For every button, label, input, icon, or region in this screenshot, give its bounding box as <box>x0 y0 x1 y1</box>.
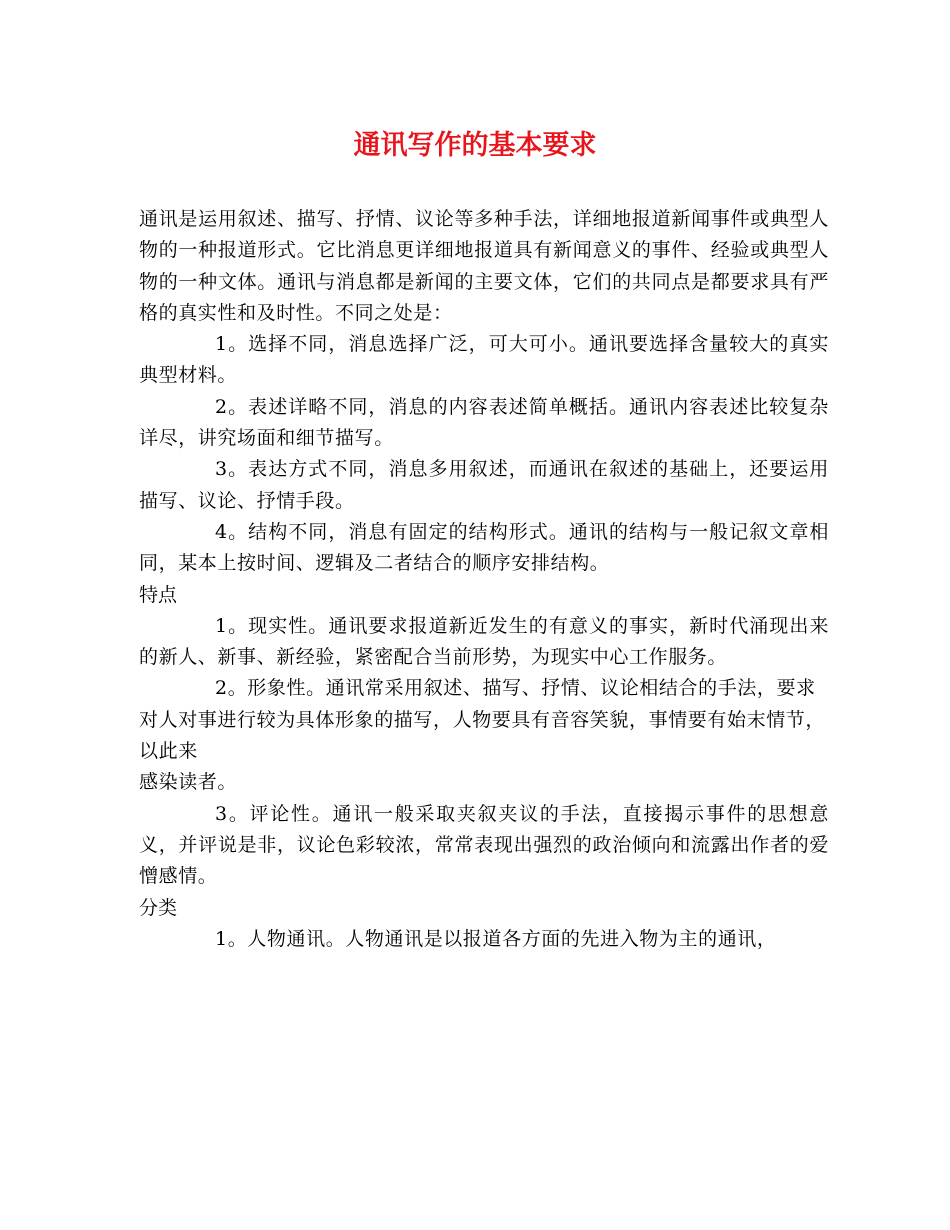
feature-item-2: 2。形象性。通讯常采用叙述、描写、抒情、议论相结合的手法，要求对人对事进行较为具体形象的描写，人物要具有音容笑貌，事情要有始末情节，以此来 <box>139 677 826 763</box>
document-body <box>139 204 829 955</box>
difference-item-1: 1。选择不同，消息选择广泛，可大可小。通讯要选择含量较大的真实典型材料。 <box>139 333 829 387</box>
feature-item-2-continuation: 感染读者。 <box>139 771 238 794</box>
difference-item-3: 3。表达方式不同，消息多用叙述，而通讯在叙述的基础上，还要运用描写、议论、抒情手段。 <box>139 458 829 512</box>
intro-paragraph: 通讯是运用叙述、描写、抒情、议论等多种手法，详细地报道新闻事件或典型人物的一种报道形式。它比消息更详细地报道具有新闻意义的事件、经验或典型人物的一种文体。通讯与消息都是新闻的主要文体，它们的共同点是都要求具有严格的真实性和及时性。不同之处是： <box>139 208 829 324</box>
difference-item-4: 4。结构不同，消息有固定的结构形式。通讯的结构与一般记叙文章相同，某本上按时间、逻辑及二者结合的顺序安排结构。 <box>139 520 829 575</box>
feature-item-1: 1。现实性。通讯要求报道新近发生的有意义的事实，新时代涌现出来的新人、新事、新经验，紧密配合当前形势，为现实中心工作服务。 <box>139 614 829 669</box>
categories-heading: 分类 <box>139 896 178 919</box>
difference-item-2: 2。表述详略不同，消息的内容表述简单概括。通讯内容表述比较复杂详尽，讲究场面和细节描写。 <box>139 395 829 450</box>
document-title: 通讯写作的基本要求 <box>353 130 597 161</box>
category-item-1: 1。人物通讯。人物通讯是以报道各方面的先进入物为主的通讯， <box>215 927 777 950</box>
features-heading: 特点 <box>139 583 178 606</box>
feature-item-3: 3。评论性。通讯一般采取夹叙夹议的手法，直接揭示事件的思想意义，并评说是非，议论色彩较浓，常常表现出强烈的政治倾向和流露出作者的爱憎感情。 <box>139 802 829 888</box>
